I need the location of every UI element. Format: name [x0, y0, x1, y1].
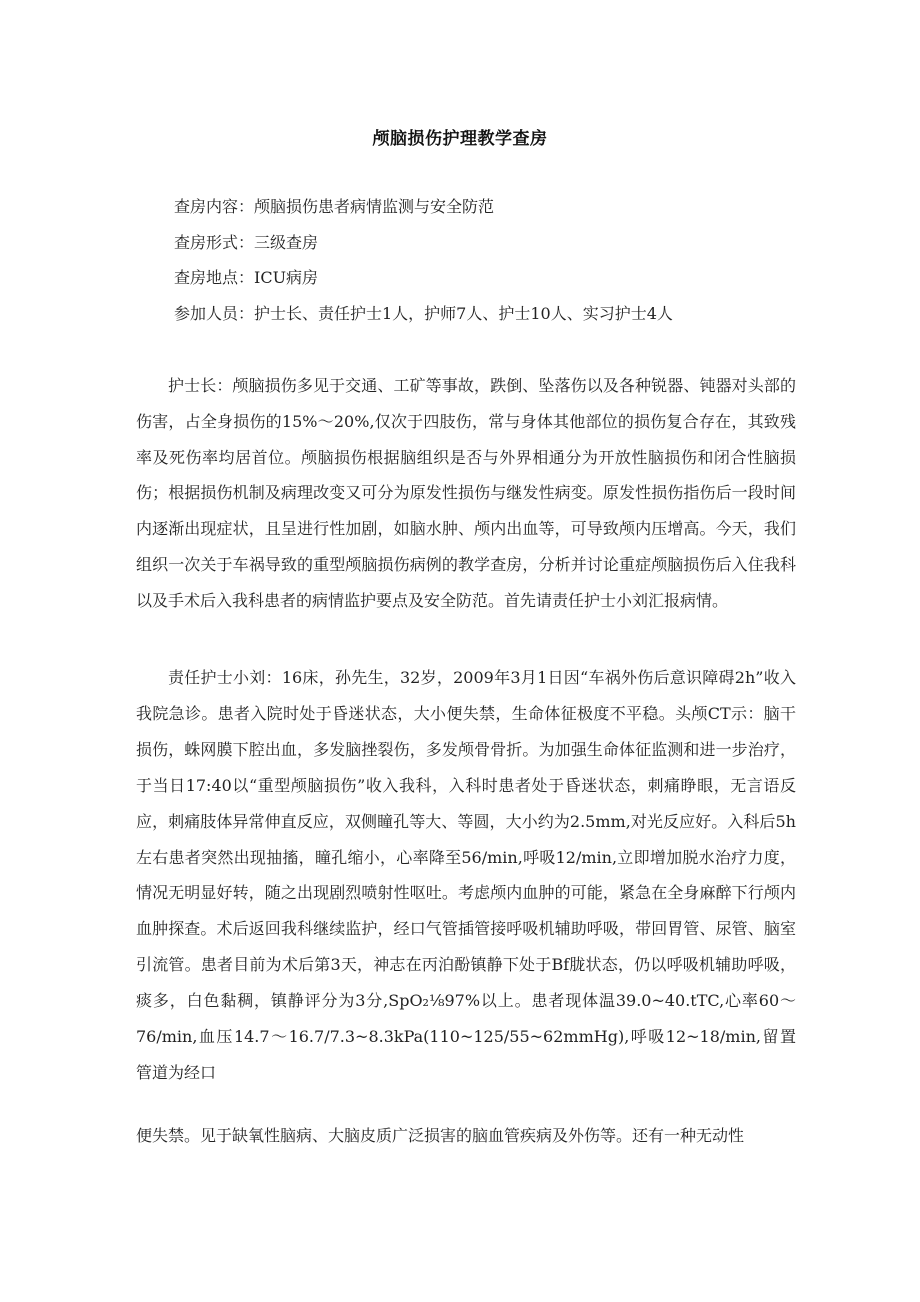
rounds-participants-line: 参加人员：护士长、责任护士1人，护师7人、护士10人、实习护士4人: [174, 303, 673, 323]
case-report-paragraph: 责任护士小刘：16床，孙先生，32岁，2009年3月1日因“车祸外伤后意识障碍2h”收入我院急诊。患者入院时处于昏迷状态，大小便失禁，生命体征极度不平稳。头颅CT示：脑干损伤，蛛网膜下腔出血，多发脑挫裂伤，多发颅骨骨折。为加强生命体征监测和进一步治疗，于当日17:40以“重型颅脑损伤”收入我科，入科时患者处于昏迷状态，刺痛睁眼，无言语反应，刺痛肢体异常伸直反应，双侧瞳孔等大、等圆，大小约为2.5mm,对光反应好。入科后5h左右患者突然出现抽搐，瞳孔缩小，心率降至56/min,呼吸12/min,立即增加脱水治疗力度，情况无明显好转，随之出现剧烈喷射性呕吐。考虑颅内血肿的可能，紧急在全身麻醉下行颅内血肿探查。术后返回我科继续监护，经口气管插管接呼吸机辅助呼吸，带回胃管、尿管、脑室引流管。患者目前为术后第3天，神志在丙泊酚镇静下处于Bf胧状态，仍以呼吸机辅助呼吸，痰多，白色黏稠，镇静评分为3分,SpO₂⅛97%以上。患者现体温39.0~40.tTC,心率60～76/min,血压14.7～16.7/7.3~8.3kPa(110~125/55~62mmHg),呼吸12~18/min,留置管道为经口: [136, 668, 796, 1082]
head-nurse-paragraph: 护士长：颅脑损伤多见于交通、工矿等事故，跌倒、坠落伤以及各种锐器、钝器对头部的伤害，占全身损伤的15%～20%,仅次于四肢伤，常与身体其他部位的损伤复合存在，其致残率及死伤率均居首位。颅脑损伤根据脑组织是否与外界相通分为开放性脑损伤和闭合性脑损伤；根据损伤机制及病理改变又可分为原发性损伤与继发性病变。原发性损伤指伤后一段时间内逐渐出现症状，且呈进行性加剧，如脑水肿、颅内出血等，可导致颅内压增高。今天，我们组织一次关于车祸导致的重型颅脑损伤病例的教学查房，分析并讨论重症颅脑损伤后入住我科以及手术后入我科患者的病情监护要点及安全防范。首先请责任护士小刘汇报病情。: [136, 376, 796, 610]
continued-text-paragraph: 便失禁。见于缺氧性脑病、大脑皮质广泛损害的脑血管疾病及外伤等。还有一种无动性: [136, 1126, 745, 1145]
rounds-format-line: 查房形式：三级查房: [174, 232, 319, 252]
rounds-location-line: 查房地点：ICU病房: [174, 268, 319, 287]
document-title: 颅脑损伤护理教学查房: [372, 129, 548, 149]
rounds-content-line: 查房内容：颅脑损伤患者病情监测与安全防范: [174, 197, 495, 216]
rounds-info-block: [174, 193, 814, 335]
